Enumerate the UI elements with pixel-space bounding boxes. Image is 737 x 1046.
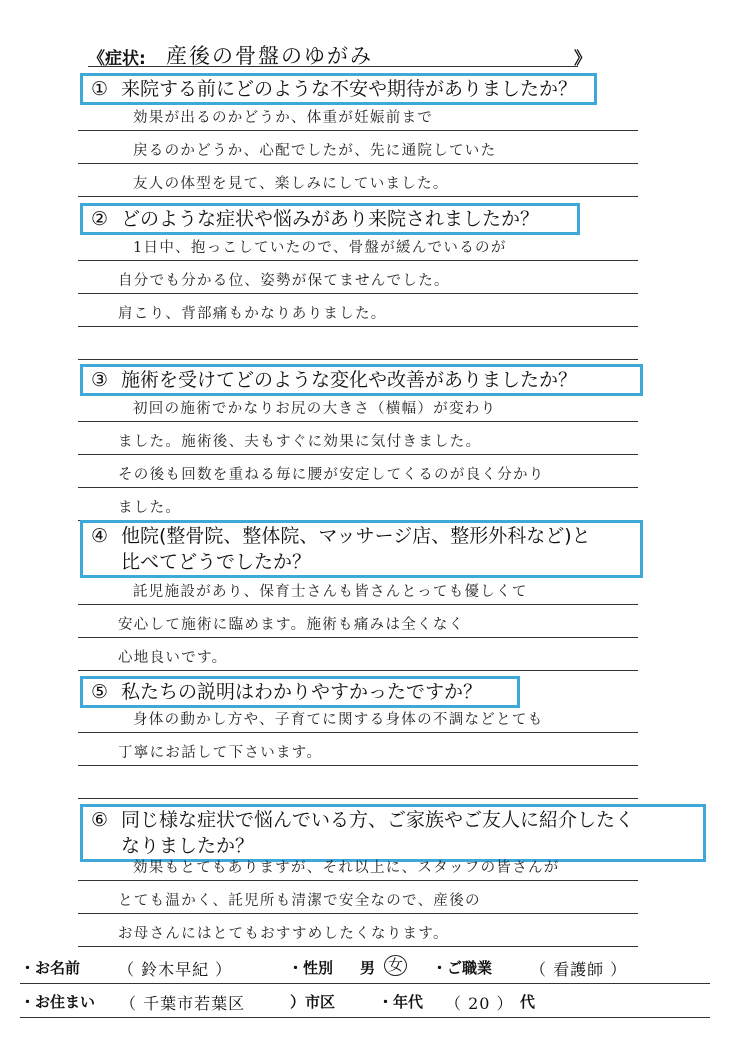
answer-line (78, 327, 638, 360)
job-value: （ 看護師 ） (530, 960, 628, 979)
answer-block-1 (78, 98, 638, 197)
answer-line: 安心して施術に臨めます。施術も痛みは全くなく (78, 605, 638, 638)
question-number: ① (91, 78, 109, 100)
answer-line: とても温かく、託児所も清潔で安全なので、産後の (78, 881, 638, 914)
question-number: ⑤ (91, 681, 109, 703)
age-suffix: 代 (520, 993, 536, 1011)
symptom-close: 》 (574, 49, 591, 69)
answer-block-2 (78, 228, 638, 360)
answer-line: お母さんにはとてもおすすめしたくなります。 (78, 914, 638, 947)
answer-line (78, 766, 638, 799)
symptom-value: 産後の骨盤のゆがみ (166, 44, 373, 68)
answer-line: 自分でも分かる位、姿勢が保てませんでした。 (78, 261, 638, 294)
gender-female-circled: 女 (384, 955, 407, 976)
answer-line: ました。 (78, 488, 638, 521)
answer-line: その後も回数を重ねる毎に腰が安定してくるのが良く分かり (78, 455, 638, 488)
gender-male: 男 (360, 959, 376, 977)
job-label: ・ご職業 (432, 959, 493, 977)
question-text: どのような症状や悩みがあり来院されましたか？ (121, 208, 540, 230)
answer-line: 戻るのかどうか、心配でしたが、先に通院していた (78, 131, 638, 164)
age-label: ・年代 (378, 993, 424, 1011)
answer-line: 効果もとてもありますが、それ以上に、スタッフの皆さんが (78, 848, 638, 881)
question-number: ④ (91, 525, 109, 547)
answer-line: 身体の動かし方や、子育てに関する身体の不調などとても (78, 700, 638, 733)
answer-line: 肩こり、背部痛もかなりありました。 (78, 294, 638, 327)
symptom-underline (88, 66, 578, 67)
answer-line: 効果が出るのかどうか、体重が妊娠前まで (78, 98, 638, 131)
name-value: （ 鈴木早紀 ） (118, 960, 233, 979)
city-suffix: ）市区 (290, 993, 336, 1011)
symptom-header (88, 40, 591, 69)
question-text-line2: なりましたか？ (121, 835, 255, 857)
question-text: 私たちの説明はわかりやすかったですか？ (121, 681, 483, 703)
answer-block-5 (78, 700, 638, 799)
answer-line: 心地良いです。 (78, 638, 638, 671)
answer-line: 託児施設があり、保育士さんも皆さんとっても優しくて (78, 572, 638, 605)
info-row-name (20, 953, 710, 984)
name-label: ・お名前 (20, 959, 81, 977)
info-row-address (20, 987, 710, 1018)
answer-block-4 (78, 572, 638, 671)
question-number: ⑥ (91, 809, 109, 831)
question-text: 他院(整骨院、整体院、マッサージ店、整形外科など)と (121, 525, 591, 547)
answer-line: 初回の施術でかなりお尻の大きさ（横幅）が変わり (78, 389, 638, 422)
gender-label: ・性別 (288, 959, 334, 977)
address-value: （ 千葉市若葉区 (120, 994, 246, 1013)
answer-line: ました。施術後、夫もすぐに効果に気付きました。 (78, 422, 638, 455)
question-number: ② (91, 208, 109, 230)
answer-line: 1日中、抱っこしていたので、骨盤が緩んでいるのが (78, 228, 638, 261)
question-text-line2: 比べてどうでしたか？ (121, 551, 312, 573)
symptom-label: 《症状: (88, 49, 146, 69)
question-text: 来院する前にどのような不安や期待がありましたか？ (121, 78, 578, 100)
question-text: 施術を受けてどのような変化や改善がありましたか？ (121, 369, 578, 391)
answer-block-6 (78, 848, 638, 947)
answer-line: 友人の体型を見て、楽しみにしていました。 (78, 164, 638, 197)
question-number: ③ (91, 369, 109, 391)
answer-block-3 (78, 389, 638, 521)
answer-line: 丁寧にお話して下さいます。 (78, 733, 638, 766)
age-value: （ 20 ） (445, 994, 514, 1013)
question-text: 同じ様な症状で悩んでいる方、ご家族やご友人に紹介したく (121, 809, 635, 831)
address-label: ・お住まい (20, 993, 96, 1011)
question-box-4 (80, 520, 643, 578)
